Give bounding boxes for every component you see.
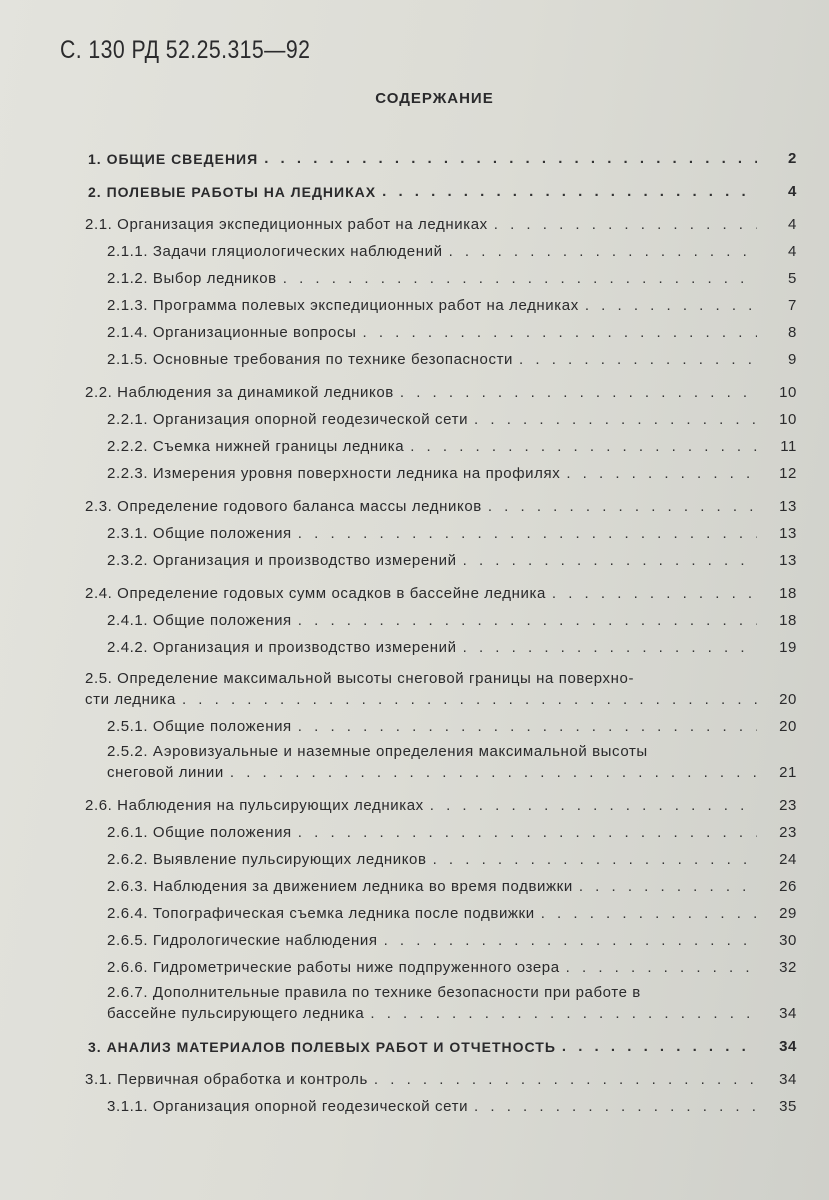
- toc-entry-title: 2.4.2. Организация и производство измерений: [107, 639, 457, 656]
- toc-page-number: 30: [779, 932, 797, 949]
- toc-entry-title: снеговой линии: [107, 764, 224, 781]
- toc-page-number: 23: [779, 824, 797, 841]
- dot-leader: [370, 1005, 757, 1022]
- toc-entry-title: 2.1.3. Программа полевых экспедиционных работ на ледниках: [107, 297, 579, 314]
- toc-page-number: 13: [779, 498, 797, 515]
- toc-entry-title: 2.2.2. Съемка нижней границы ледника: [107, 438, 405, 455]
- dot-leader: [494, 216, 757, 233]
- toc-entry: [0, 1028, 829, 1055]
- toc-page-number: 9: [788, 351, 797, 368]
- toc-entry-title: 2.1.2. Выбор ледников: [107, 270, 277, 287]
- dot-leader: [384, 932, 757, 949]
- toc-entry: [0, 488, 829, 515]
- toc-entry: [0, 140, 829, 167]
- toc-page-number: 18: [779, 585, 797, 602]
- dot-leader: [463, 552, 757, 569]
- toc-entry: [0, 515, 829, 542]
- toc-entry-title: 2.1. Организация экспедиционных работ на ледниках: [85, 216, 488, 233]
- toc-entry-title: 3.1. Первичная обработка и контроль: [85, 1071, 368, 1088]
- toc-page-number: 34: [779, 1005, 797, 1022]
- dot-leader: [382, 183, 757, 200]
- toc-page-number: 35: [779, 1098, 797, 1115]
- toc-entry-title: 2.1.1. Задачи гляциологических наблюдений: [107, 243, 443, 260]
- toc-entry: [0, 629, 829, 656]
- toc-entry-title: 2.1.4. Организационные вопросы: [107, 324, 357, 341]
- toc-entry: [0, 662, 829, 687]
- toc-entry: [0, 760, 829, 781]
- toc-entry-title: 1. ОБЩИЕ СВЕДЕНИЯ: [88, 151, 259, 167]
- toc-entry-title: 3. АНАЛИЗ МАТЕРИАЛОВ ПОЛЕВЫХ РАБОТ И ОТЧЕТНОСТЬ: [88, 1039, 556, 1055]
- toc-entry-title: 2.3.1. Общие положения: [107, 525, 292, 542]
- toc-entry: [0, 735, 829, 760]
- dot-leader: [298, 612, 757, 629]
- toc-entry-title: 3.1.1. Организация опорной геодезической сети: [107, 1098, 469, 1115]
- toc-entry: [0, 949, 829, 976]
- toc-page-number: 19: [779, 639, 797, 656]
- toc-entry-title: 2.6.2. Выявление пульсирующих ледников: [107, 851, 427, 868]
- toc-page-number: 7: [788, 297, 797, 314]
- toc-entry: [0, 976, 829, 1001]
- dot-leader: [519, 351, 757, 368]
- toc-page-number: 4: [788, 216, 797, 233]
- toc-entry-title: 2.6.6. Гидрометрические работы ниже подпруженного озера: [107, 959, 560, 976]
- dot-leader: [566, 959, 757, 976]
- dot-leader: [264, 150, 757, 167]
- dot-leader: [488, 498, 757, 515]
- dot-leader: [552, 585, 757, 602]
- toc-page-number: 12: [779, 465, 797, 482]
- toc-page-number: 11: [780, 438, 797, 455]
- toc-entry: [0, 575, 829, 602]
- toc-entry: [0, 1061, 829, 1088]
- toc-entry: [0, 895, 829, 922]
- toc-page-number: 21: [779, 764, 797, 781]
- toc-entry-title: сти ледника: [85, 691, 176, 708]
- dot-leader: [298, 824, 757, 841]
- toc-entry-title: 2.4. Определение годовых сумм осадков в бассейне ледника: [85, 585, 546, 602]
- dot-leader: [400, 384, 757, 401]
- toc-entry: [0, 787, 829, 814]
- toc-page-number: 23: [779, 797, 797, 814]
- toc-entry-title: 2.3.2. Организация и производство измерений: [107, 552, 457, 569]
- toc-entry: [0, 841, 829, 868]
- dot-leader: [463, 639, 757, 656]
- dot-leader: [362, 324, 757, 341]
- dot-leader: [374, 1071, 757, 1088]
- toc-page-number: 24: [779, 851, 797, 868]
- table-of-contents: [0, 140, 829, 1115]
- toc-page-number: 8: [788, 324, 797, 341]
- toc-entry-title: 2. ПОЛЕВЫЕ РАБОТЫ НА ЛЕДНИКАХ: [88, 184, 377, 200]
- toc-entry: [0, 374, 829, 401]
- toc-entry: [0, 173, 829, 200]
- toc-entry: [0, 401, 829, 428]
- toc-entry: [0, 287, 829, 314]
- toc-entry: [0, 260, 829, 287]
- dot-leader: [562, 1038, 757, 1055]
- dot-leader: [410, 438, 757, 455]
- toc-entry: [0, 428, 829, 455]
- toc-entry: [0, 708, 829, 735]
- toc-entry-title: 2.6.3. Наблюдения за движением ледника во время подвижки: [107, 878, 573, 895]
- dot-leader: [182, 691, 757, 708]
- toc-page-number: 2: [788, 150, 797, 167]
- dot-leader: [298, 525, 757, 542]
- toc-title: СОДЕРЖАНИЕ: [375, 90, 494, 107]
- toc-entry: [0, 1001, 829, 1022]
- toc-page-number: 32: [779, 959, 797, 976]
- toc-entry-title: 2.6.7. Дополнительные правила по технике безопасности при работе в: [107, 984, 641, 1001]
- toc-entry-title: 2.5. Определение максимальной высоты снеговой границы на поверхно-: [85, 670, 635, 687]
- toc-entry-title: 2.2. Наблюдения за динамикой ледников: [85, 384, 394, 401]
- toc-entry: [0, 206, 829, 233]
- page-header: С. 130 РД 52.25.315—92: [60, 36, 311, 64]
- dot-leader: [579, 878, 757, 895]
- dot-leader: [474, 411, 757, 428]
- toc-entry: [0, 314, 829, 341]
- toc-entry: [0, 455, 829, 482]
- toc-entry-title: 2.3. Определение годового баланса массы ледников: [85, 498, 482, 515]
- toc-page-number: 4: [788, 243, 797, 260]
- toc-entry: [0, 868, 829, 895]
- toc-entry-title: 2.5.2. Аэровизуальные и наземные определения максимальной высоты: [107, 743, 648, 760]
- toc-entry-title: 2.6.5. Гидрологические наблюдения: [107, 932, 378, 949]
- toc-page-number: 10: [779, 411, 797, 428]
- toc-page-number: 4: [788, 183, 797, 200]
- toc-page-number: 10: [779, 384, 797, 401]
- toc-entry-title: 2.6.4. Топографическая съемка ледника после подвижки: [107, 905, 535, 922]
- toc-entry-title: 2.6. Наблюдения на пульсирующих ледниках: [85, 797, 424, 814]
- toc-page-number: 29: [779, 905, 797, 922]
- toc-page-number: 18: [779, 612, 797, 629]
- toc-entry: [0, 687, 829, 708]
- dot-leader: [230, 764, 757, 781]
- toc-entry-title: 2.2.1. Организация опорной геодезической сети: [107, 411, 469, 428]
- toc-page-number: 13: [779, 552, 797, 569]
- toc-entry: [0, 233, 829, 260]
- toc-page-number: 20: [779, 691, 797, 708]
- toc-page-number: 13: [779, 525, 797, 542]
- toc-entry: [0, 922, 829, 949]
- dot-leader: [430, 797, 757, 814]
- dot-leader: [541, 905, 757, 922]
- dot-leader: [283, 270, 757, 287]
- toc-entry: [0, 341, 829, 368]
- toc-entry-title: 2.1.5. Основные требования по технике безопасности: [107, 351, 514, 368]
- toc-entry-title: 2.6.1. Общие положения: [107, 824, 292, 841]
- dot-leader: [298, 718, 757, 735]
- toc-entry: [0, 814, 829, 841]
- dot-leader: [585, 297, 757, 314]
- dot-leader: [566, 465, 757, 482]
- toc-entry: [0, 602, 829, 629]
- dot-leader: [449, 243, 757, 260]
- toc-entry-title: 2.2.3. Измерения уровня поверхности ледника на профилях: [107, 465, 561, 482]
- toc-entry: [0, 542, 829, 569]
- toc-page-number: 34: [779, 1071, 797, 1088]
- toc-page-number: 20: [779, 718, 797, 735]
- toc-page-number: 34: [779, 1038, 797, 1055]
- dot-leader: [433, 851, 757, 868]
- toc-entry-title: бассейне пульсирующего ледника: [107, 1005, 365, 1022]
- toc-page-number: 5: [788, 270, 797, 287]
- toc-entry-title: 2.4.1. Общие положения: [107, 612, 292, 629]
- toc-page-number: 26: [779, 878, 797, 895]
- toc-entry-title: 2.5.1. Общие положения: [107, 718, 292, 735]
- dot-leader: [474, 1098, 757, 1115]
- toc-entry: [0, 1088, 829, 1115]
